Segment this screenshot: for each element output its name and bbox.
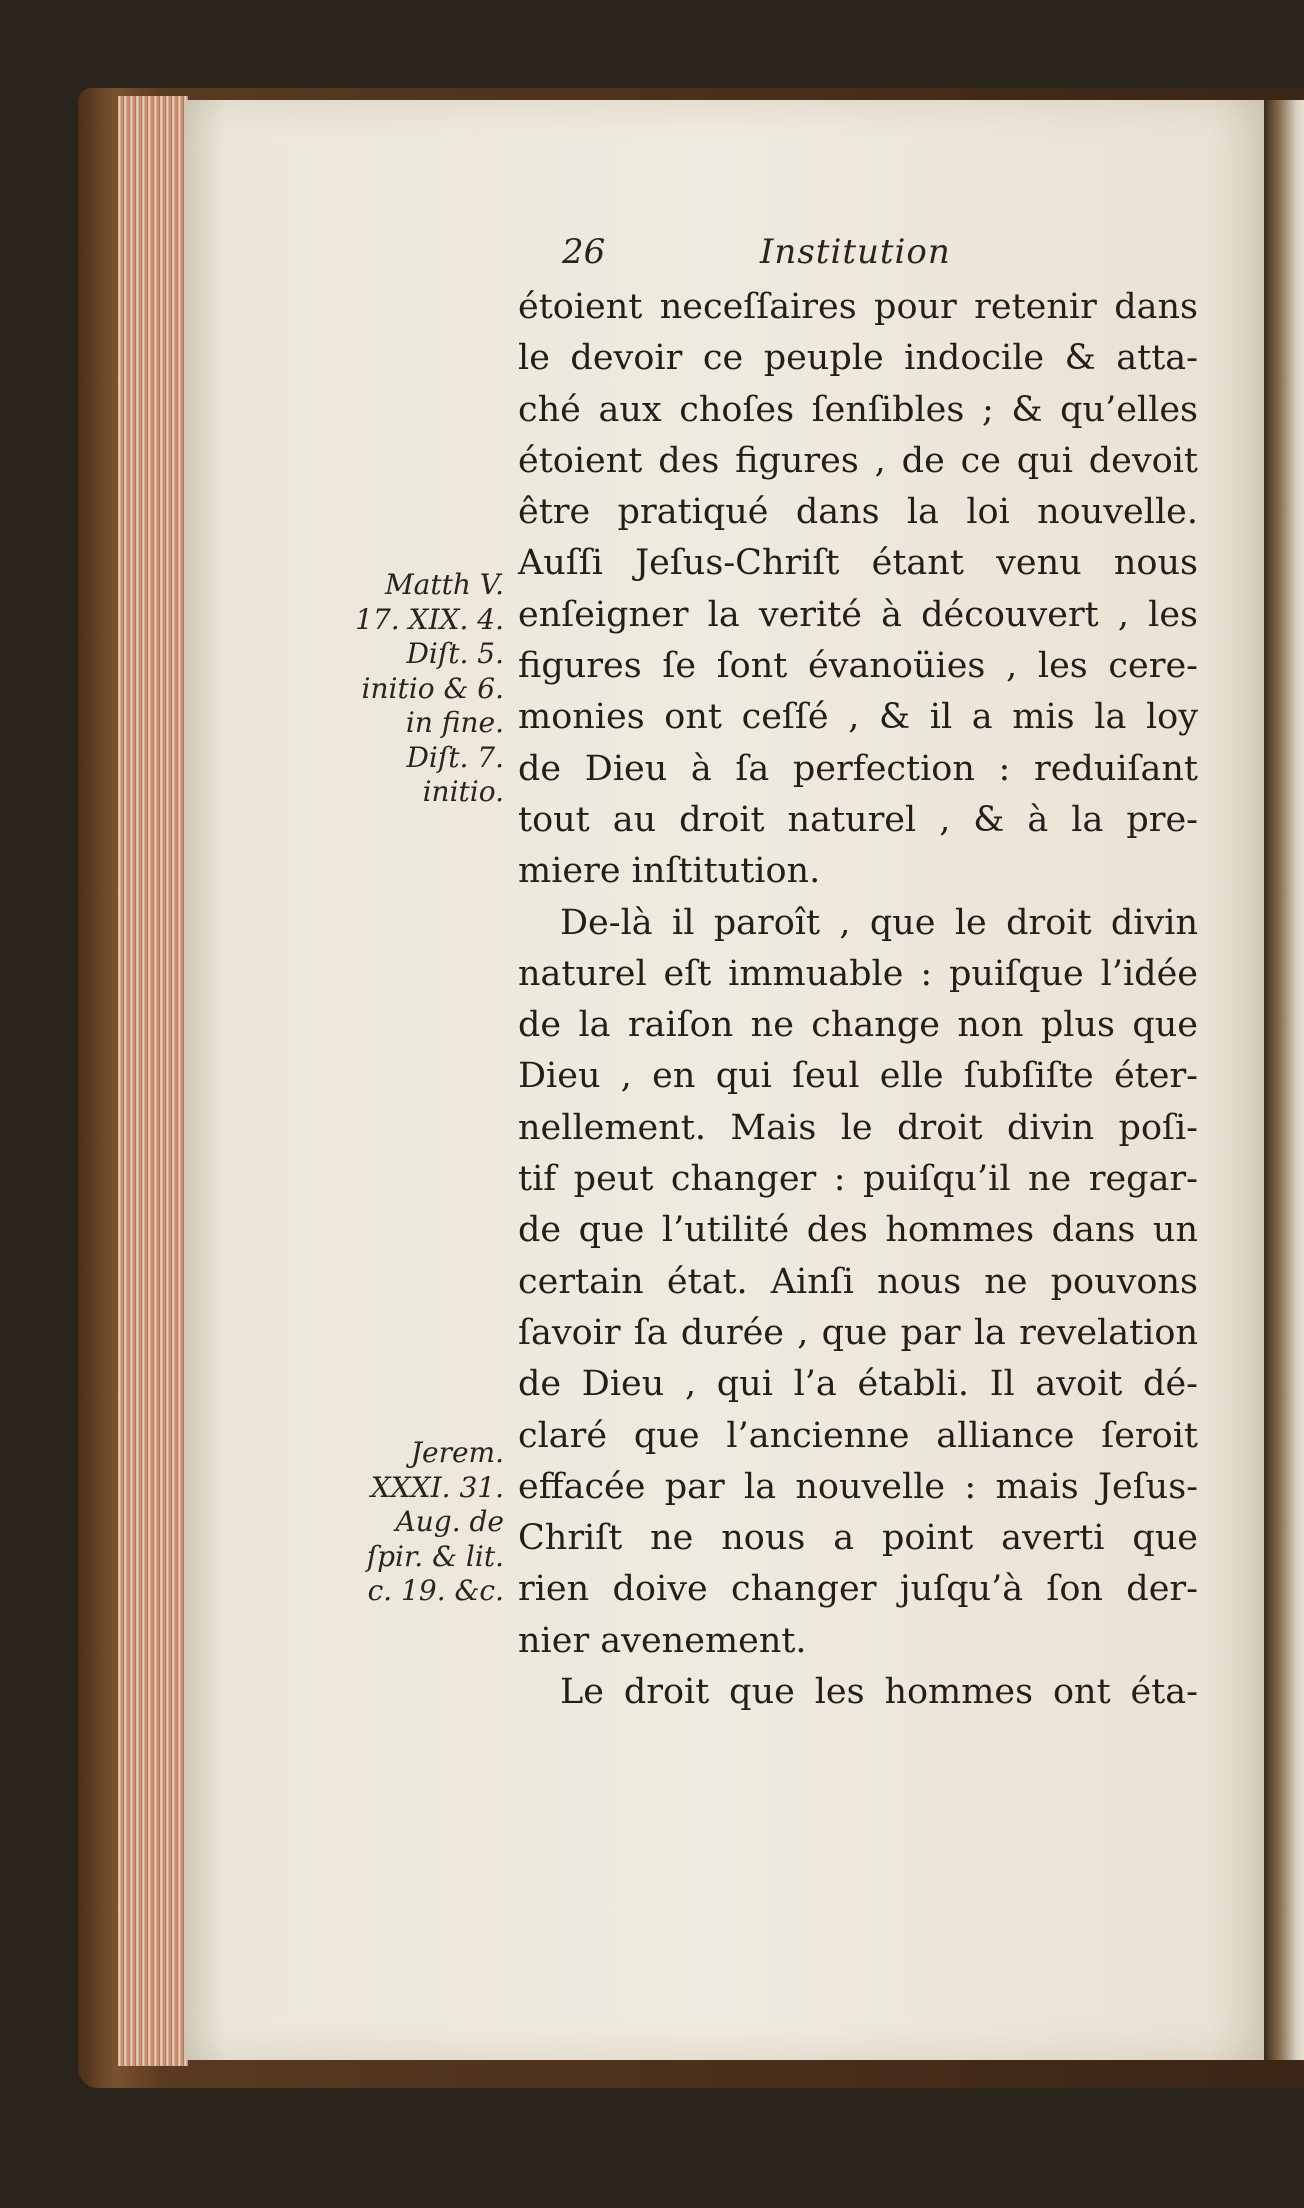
text-line: le devoir ce peuple indocile & atta-: [518, 338, 1198, 379]
text-line: miere inſtitution.: [518, 851, 821, 892]
page-header: [562, 232, 962, 272]
margin-note-line: Matth V.: [384, 568, 504, 601]
text-line: claré que l’ancienne alliance ſeroit: [518, 1415, 1198, 1456]
text-line: De-là il paroît , que le droit divin: [560, 902, 1198, 943]
text-line: être pratiqué dans la loi nouvelle.: [518, 492, 1198, 533]
facing-page-gutter: [1264, 100, 1304, 2060]
page-edges: [118, 96, 188, 2066]
running-head: Institution: [760, 232, 951, 272]
margin-note-line: in fine.: [405, 706, 504, 739]
text-line: nellement. Mais le droit divin poſi-: [518, 1107, 1198, 1148]
margin-note-line: Jerem.: [410, 1436, 504, 1469]
margin-note-line: initio & 6.: [361, 671, 504, 705]
margin-note-jeremiah: [318, 1436, 504, 1609]
text-line: rien doive changer juſqu’à ſon der-: [518, 1569, 1198, 1610]
text-line: tout au droit naturel , & à la pre-: [518, 799, 1198, 840]
margin-note-line: Aug. de: [395, 1505, 504, 1538]
text-line: Dieu , en qui ſeul elle ſubſiſte éter-: [518, 1056, 1198, 1097]
text-line: effacée par la nouvelle : mais Jeſus-: [518, 1466, 1198, 1507]
margin-note-line: Diſt. 5.: [406, 637, 504, 670]
margin-note-line: 17. XIX. 4.: [355, 602, 504, 636]
text-line: étoient neceſſaires pour retenir dans: [518, 287, 1198, 327]
text-line: Le droit que les hommes ont éta-: [560, 1672, 1198, 1713]
margin-note-line: c. 19. &c.: [367, 1574, 504, 1607]
text-line: monies ont ceſſé , & il a mis la loy: [518, 697, 1198, 738]
page-number: 26: [562, 232, 606, 272]
text-line: nier avenement.: [518, 1620, 807, 1661]
text-line: de Dieu , qui l’a établi. Il avoit dé-: [518, 1364, 1198, 1405]
margin-note-line: ſpir. & lit.: [366, 1539, 504, 1573]
margin-note-line: Diſt. 7.: [406, 740, 504, 774]
text-line: de la raiſon ne change non plus que: [518, 1005, 1198, 1046]
text-line: de que l’utilité des hommes dans un: [518, 1210, 1198, 1251]
margin-note-matthew: [318, 568, 504, 810]
text-line: ſavoir ſa durée , que par la revelation: [518, 1312, 1198, 1353]
margin-note-line: XXXI. 31.: [370, 1470, 504, 1504]
text-line: ché aux choſes ſenſibles ; & qu’elles: [518, 389, 1198, 430]
text-line: certain état. Ainſi nous ne pouvons: [518, 1261, 1198, 1302]
margin-note-line: initio.: [422, 775, 504, 808]
text-line: étoient des figures , de ce qui devoit: [518, 440, 1198, 481]
text-line: figures ſe ſont évanoüies , les cere-: [518, 646, 1198, 687]
text-line: Chriſt ne nous a point averti que: [518, 1518, 1198, 1559]
text-line: enſeigner la verité à découvert , les: [518, 594, 1198, 635]
text-line: tif peut changer : puiſqu’il ne regar-: [518, 1159, 1198, 1200]
text-line: Auſſi Jeſus-Chriſt étant venu nous: [518, 543, 1198, 584]
body-text: [518, 282, 1198, 1718]
text-line: naturel eſt immuable : puiſque l’idée: [518, 953, 1198, 994]
text-line: de Dieu à ſa perfection : reduiſant: [518, 748, 1198, 789]
